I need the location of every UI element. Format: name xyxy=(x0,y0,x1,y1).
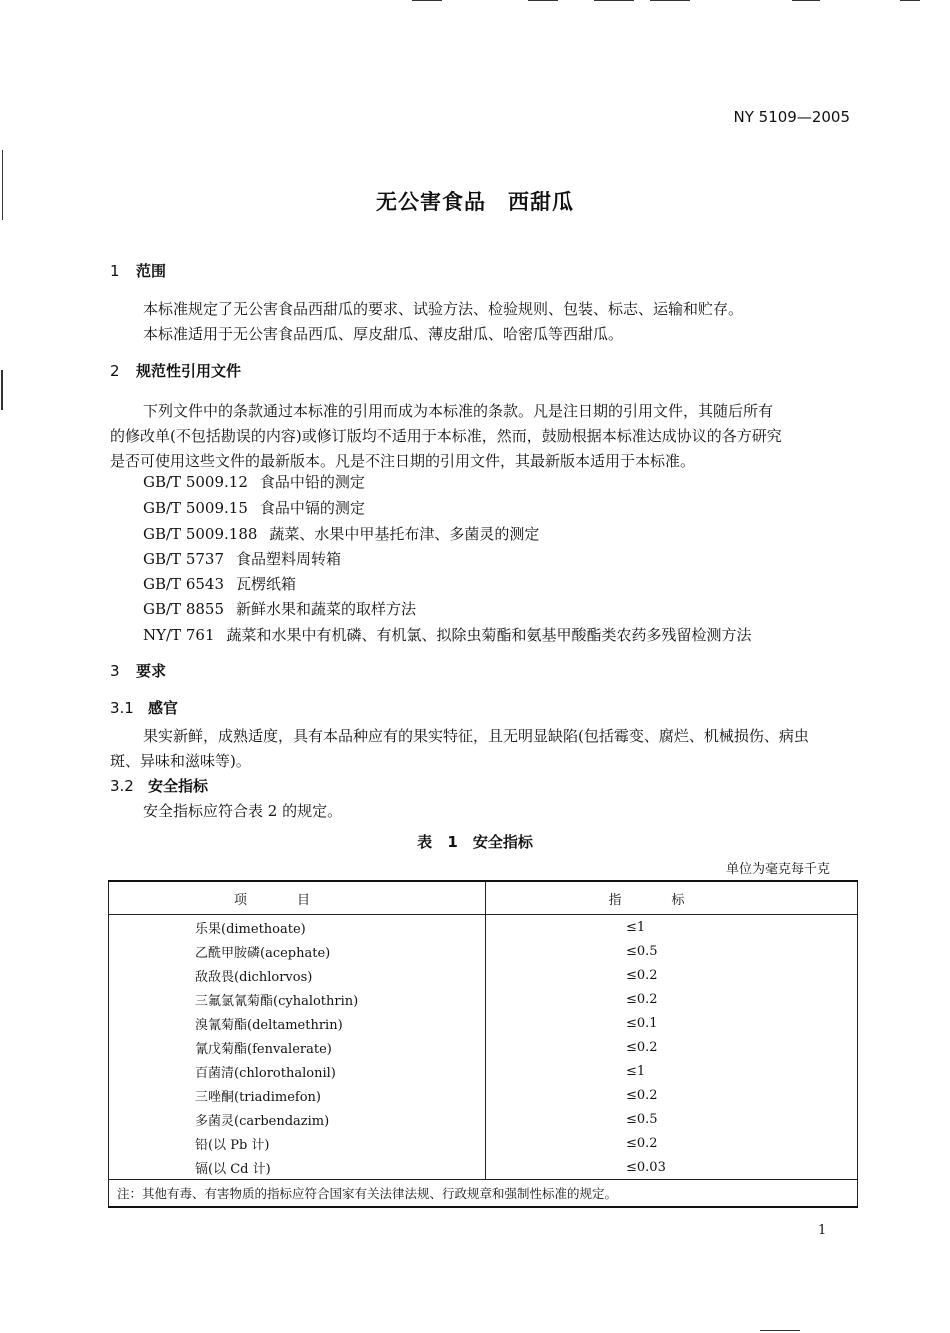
reference-item xyxy=(143,573,296,594)
reference-item xyxy=(143,624,752,645)
item-cell: 氰戊菊酯(fenvalerate) xyxy=(109,1035,486,1059)
table-row xyxy=(109,1059,858,1083)
reference-title: 食品塑料周转箱 xyxy=(236,550,342,568)
section-title: 范围 xyxy=(136,262,167,280)
reference-title: 新鲜水果和蔬菜的取样方法 xyxy=(236,600,417,618)
section-1-heading xyxy=(110,260,166,281)
paragraph: 本标准适用于无公害食品西瓜、厚皮甜瓜、薄皮甜瓜、哈密瓜等西甜瓜。 xyxy=(143,325,624,343)
paragraph-line: 下列文件中的条款通过本标准的引用而成为本标准的条款。凡是注日期的引用文件，其随后所有 xyxy=(143,402,774,420)
table-header-row xyxy=(109,881,858,915)
reference-item xyxy=(143,598,416,619)
reference-code: GB/T 6543 xyxy=(143,575,225,593)
table-row xyxy=(109,1107,858,1131)
subsection-title: 感官 xyxy=(148,699,179,717)
item-cell: 百菌清(chlorothalonil) xyxy=(109,1059,486,1083)
scan-mark xyxy=(650,0,690,1)
section-2-heading xyxy=(110,360,241,381)
table-row xyxy=(109,1131,858,1155)
item-cell: 三氟氯氰菊酯(cyhalothrin) xyxy=(109,987,486,1011)
section-number: 3 xyxy=(110,662,120,680)
section-3-2-heading xyxy=(110,775,208,796)
item-cell: 铅(以 Pb 计) xyxy=(109,1131,486,1155)
reference-code: GB/T 5737 xyxy=(143,550,225,568)
table-caption: 表 1 安全指标 xyxy=(417,833,533,851)
item-cell: 乙酰甲胺磷(acephate) xyxy=(109,939,486,963)
value-cell: ≤1 xyxy=(486,915,858,940)
safety-indicator-table xyxy=(108,880,858,1208)
table-row xyxy=(109,987,858,1011)
section-title: 要求 xyxy=(136,662,167,680)
value-cell: ≤0.5 xyxy=(486,939,858,963)
reference-code: NY/T 761 xyxy=(143,626,215,644)
subsection-number: 3.1 xyxy=(110,699,134,717)
scan-mark xyxy=(528,0,558,1)
subsection-number: 3.2 xyxy=(110,777,134,795)
reference-title: 蔬菜、水果中甲基托布津、多菌灵的测定 xyxy=(269,525,540,543)
reference-title: 食品中铅的测定 xyxy=(259,473,365,491)
table-row xyxy=(109,1011,858,1035)
value-cell: ≤0.2 xyxy=(486,963,858,987)
paragraph-line: 斑、异味和滋味等)。 xyxy=(110,752,251,770)
value-cell: ≤1 xyxy=(486,1059,858,1083)
paragraph: 安全指标应符合表 2 的规定。 xyxy=(143,802,343,820)
table-note: 注：其他有毒、有害物质的指标应符合国家有关法律法规、行政规章和强制性标准的规定。 xyxy=(109,1180,858,1208)
reference-code: GB/T 5009.12 xyxy=(143,473,248,491)
value-cell: ≤0.1 xyxy=(486,1011,858,1035)
paragraph: 本标准规定了无公害食品西甜瓜的要求、试验方法、检验规则、包装、标志、运输和贮存。 xyxy=(143,300,744,318)
reference-item xyxy=(143,471,365,492)
value-cell: ≤0.03 xyxy=(486,1155,858,1180)
scan-mark xyxy=(760,1330,800,1331)
scan-mark xyxy=(900,0,920,1)
value-cell: ≤0.2 xyxy=(486,1035,858,1059)
reference-code: GB/T 5009.188 xyxy=(143,525,258,543)
column-header-item: 项目 xyxy=(109,881,486,915)
table-unit: 单位为毫克每千克 xyxy=(725,862,830,877)
section-number: 2 xyxy=(110,362,120,380)
table-note-row xyxy=(109,1180,858,1208)
page-number: 1 xyxy=(818,1223,827,1238)
scan-mark xyxy=(1,370,3,410)
standard-number: NY 5109—2005 xyxy=(733,108,850,126)
item-cell: 敌敌畏(dichlorvos) xyxy=(109,963,486,987)
item-cell: 镉(以 Cd 计) xyxy=(109,1155,486,1180)
table-row xyxy=(109,1035,858,1059)
scan-mark xyxy=(594,0,634,1)
table-row xyxy=(109,1083,858,1107)
value-cell: ≤0.2 xyxy=(486,1131,858,1155)
value-cell: ≤0.2 xyxy=(486,987,858,1011)
section-3-heading xyxy=(110,660,166,681)
item-cell: 溴氰菊酯(deltamethrin) xyxy=(109,1011,486,1035)
paragraph-line: 是否可使用这些文件的最新版本。凡是不注日期的引用文件，其最新版本适用于本标准。 xyxy=(110,452,696,470)
subsection-title: 安全指标 xyxy=(148,777,209,795)
table-row xyxy=(109,1155,858,1180)
section-number: 1 xyxy=(110,262,120,280)
item-cell: 乐果(dimethoate) xyxy=(109,915,486,940)
item-cell: 三唑酮(triadimefon) xyxy=(109,1083,486,1107)
reference-item xyxy=(143,523,539,544)
paragraph-line: 果实新鲜，成熟适度，具有本品种应有的果实特征，且无明显缺陷(包括霉变、腐烂、机械损伤、病虫 xyxy=(143,727,809,745)
paragraph-line: 的修改单(不包括勘误的内容)或修订版均不适用于本标准，然而，鼓励根据本标准达成协议的各方研究 xyxy=(110,427,782,445)
scan-mark xyxy=(412,0,442,1)
item-cell: 多菌灵(carbendazim) xyxy=(109,1107,486,1131)
table-row xyxy=(109,915,858,940)
reference-code: GB/T 5009.15 xyxy=(143,499,248,517)
reference-title: 瓦楞纸箱 xyxy=(236,575,297,593)
section-title: 规范性引用文件 xyxy=(136,362,242,380)
table-row xyxy=(109,963,858,987)
scan-mark xyxy=(792,0,820,1)
reference-code: GB/T 8855 xyxy=(143,600,225,618)
reference-title: 食品中镉的测定 xyxy=(259,499,365,517)
column-header-value: 指标 xyxy=(486,881,858,915)
reference-item xyxy=(143,548,341,569)
value-cell: ≤0.5 xyxy=(486,1107,858,1131)
table-row xyxy=(109,939,858,963)
section-3-1-heading xyxy=(110,697,178,718)
document-title: 无公害食品 西甜瓜 xyxy=(376,190,574,214)
reference-item xyxy=(143,497,365,518)
reference-title: 蔬菜和水果中有机磷、有机氯、拟除虫菊酯和氨基甲酸酯类农药多残留检测方法 xyxy=(226,626,752,644)
value-cell: ≤0.2 xyxy=(486,1083,858,1107)
